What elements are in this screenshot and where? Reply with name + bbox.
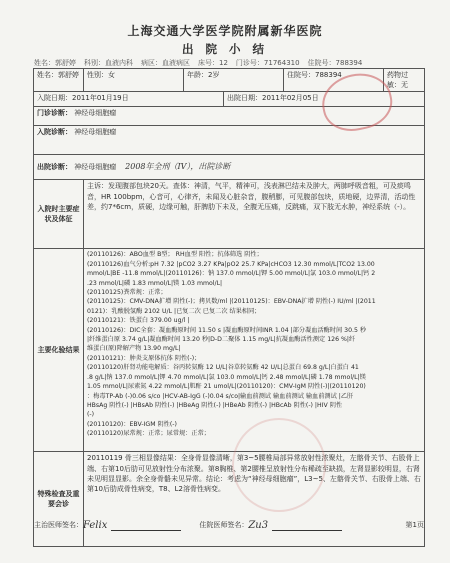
signature-footer	[34, 518, 424, 532]
lab-line: 1.05 mmol/L|尿素氮 4.22 mmol/L|肌酐 21 umol/L|(20110120)：CMV-IgM 阴性(-)|(20110120)	[87, 383, 366, 391]
top-clinic-no: 门诊号：71764310	[235, 59, 300, 67]
physician-sig-line	[111, 520, 181, 531]
lab-line: .23 mmol/L|磷 1.83 mmol/L|镁 1.03 mmol/L|	[87, 279, 223, 287]
lab-line: (20110125)粪常规：正常；	[87, 289, 167, 297]
admit-dx-row: 入院诊断： 神经母细胞瘤	[34, 126, 425, 155]
dates-row: 入院日期：2011年01月19日 出院日期：2011年02月05日	[34, 92, 425, 107]
lab-line: (-)	[87, 411, 95, 419]
discharge-diagnosis: 神经母细胞瘤	[74, 163, 117, 172]
patient-sex: 女	[108, 71, 115, 79]
symptoms-text: 主诉：发现腹部包块20天。查体：神清，气平，精神可，浅表淋巴结未及肿大，两肺呼吸音粗，可及痰鸣音，HR 100bpm，心音可，心律齐，未闻及心脏杂音，腹稍膨，可见腹部包块，质地硬，边界清，活动性差，约7*6cm，质硬，边缘可触，肝脾肋下未及，全腹无压痛，反跳痛，双下肢无水肿，神经系统（-）。	[84, 180, 425, 249]
header-info-row	[34, 58, 424, 68]
labs-label: 主要化验结果	[34, 249, 84, 452]
hospital-name: 上海交通大学医学院附属新华医院	[127, 24, 323, 38]
lab-line: (20110120)：EBV-IGM 阴性(-)	[87, 420, 177, 428]
summary-table	[33, 68, 425, 547]
lab-line: (20110120)肝肾功能电解质：谷丙转氨酶 12 U/L|谷草转氨酶 42 U/L|总蛋白 69.8 g/L|白蛋白 41	[87, 364, 359, 372]
discharge-diagnosis-handwriting: 2008年全刑（IV），出院诊断	[125, 162, 231, 172]
lab-line: .8 g/L|钠 137.0 mmol/L|钾 4.70 mmol/L|氯 103.0 mmol/L|钙 2.48 mmol/L|磷 1.78 mmol/L|镁	[87, 373, 366, 381]
physician-sig-label: 主治医师签名：	[34, 521, 83, 529]
special-exam-row	[34, 452, 425, 547]
lab-line: (20110126)：DIC全套：凝血酶原时间 11.50 s |凝血酶原时间INR 1.04 |部分凝血活酶时间 30.5 秒	[87, 326, 367, 334]
page-number: 第1页	[405, 521, 424, 529]
top-bed: 床号：12	[198, 59, 228, 67]
lab-line: (20110126)：ABO血型 B型； RH血型 阳性；抗体筛选 阴性；	[87, 251, 263, 259]
lab-line: HBsAg 阴性(-) |HBsAb 阴性(-) |HBeAg 阴性(-) |HBeAb 阴性(-) |HBcAb 阴性(-) |HIV 阴性	[87, 401, 343, 409]
discharge-date: 2011年02月05日	[262, 94, 319, 103]
lab-line: (20110120)尿常规：正常；尿常规：正常；	[87, 430, 210, 438]
special-exam-text: 20110119 骨三相显像结果：全身骨显像清晰，第3~5腰椎局部异常放射性浓聚灶，左髂骨关节、右股骨上端、右第10后肋可见放射性分布浓聚。第8胸椎、第2腰椎呈放射性分布稀疏至缺损，左肾显影较明显，右肾未见明显显影。余全身骨骼未见异常。结论：考虑为“神经母细胞瘤”，L3~5、左髂骨关节、右股骨上端、右第10后肋成骨性病变，T8、L2溶骨性病变。	[84, 452, 425, 547]
resident-sig-line	[272, 520, 342, 531]
lab-line: (20110125)：CMV-DNA扩增 阴性(-)；拷贝数/ml |(20110125)：EBV-DNA扩增 阴性(-) IU/ml |(2011	[87, 298, 376, 306]
admit-date: 2011年01月19日	[72, 94, 129, 103]
discharge-dx-row: 出院诊断： 神经母细胞瘤 2008年全刑（IV），出院诊断	[34, 155, 425, 180]
patient-row: 姓名：郭舒婷 性别：女 年龄：2岁 住院号：788394 药物过敏：无	[34, 69, 425, 92]
lab-line: (20110121)：铁蛋白 379.00 ug/l |	[87, 317, 190, 325]
physician-signature: Felix	[83, 519, 108, 531]
labs-row	[34, 249, 425, 452]
lab-line: mmol/L|BE -11.8 mmol/L|(20110126)：钠 137.0 mmol/L|钾 5.00 mmol/L|氯 103.0 mmol/L|钙 2	[87, 270, 376, 278]
symptoms-label: 入院时主要症状及体征	[34, 180, 84, 249]
lab-line: 维蛋白(原)降解产物 13.90 mg/L|	[87, 345, 181, 353]
admit-diagnosis: 神经母细胞瘤	[74, 128, 117, 137]
lab-line: 0121)：乳酸脱氢酶 2102 U/L |已复二次 已复二次 结果相同；	[87, 307, 261, 315]
symptoms-row	[34, 180, 425, 249]
resident-sig-label: 住院医师签名：	[199, 521, 249, 529]
top-department: 科别：血液内科	[84, 59, 133, 67]
clinic-diagnosis: 神经母细胞瘤	[74, 109, 117, 118]
patient-allergy: 无	[401, 81, 409, 90]
patient-inpatient-no: 788394	[315, 71, 342, 79]
labs-text	[84, 249, 425, 452]
top-inpatient-no: 住院号：788394	[307, 59, 363, 67]
top-ward: 病区：血液病区	[141, 59, 190, 67]
top-name: 姓名：郭舒婷	[34, 59, 76, 67]
patient-age: 2岁	[208, 71, 220, 79]
document-title: 出 院 小 结	[181, 42, 268, 56]
lab-line: (20110121)：肿炎支原体抗体 阴性(-)；	[87, 354, 201, 362]
lab-line: |纤维蛋白原 3.74 g/L|凝血酶时间 13.20 秒|D-D二聚体 1.15 mg/L|抗凝血酶活性测定 126 %|纤	[87, 336, 356, 344]
lab-line: ：梅毒TP-Ab (-)0.06 s/co |HCV-AB-IgG (-)0.04 s/co|输血前测试 输血前测试 输血前测试 |乙肝	[87, 392, 354, 400]
clinic-dx-row: 门诊诊断： 神经母细胞瘤	[34, 107, 425, 126]
lab-line: (20110126)血气分析:pH 7.32 |pCO2 3.27 KPa|pO2 25.7 KPa|cHCO3 12.30 mmol/L|TCO2 13.00	[87, 260, 375, 268]
patient-name: 郭舒婷	[58, 71, 79, 79]
faint-seal-watermark	[232, 418, 326, 512]
special-exam-label: 特殊检查及重要会诊	[34, 452, 84, 547]
resident-signature: Zu3	[248, 519, 269, 531]
